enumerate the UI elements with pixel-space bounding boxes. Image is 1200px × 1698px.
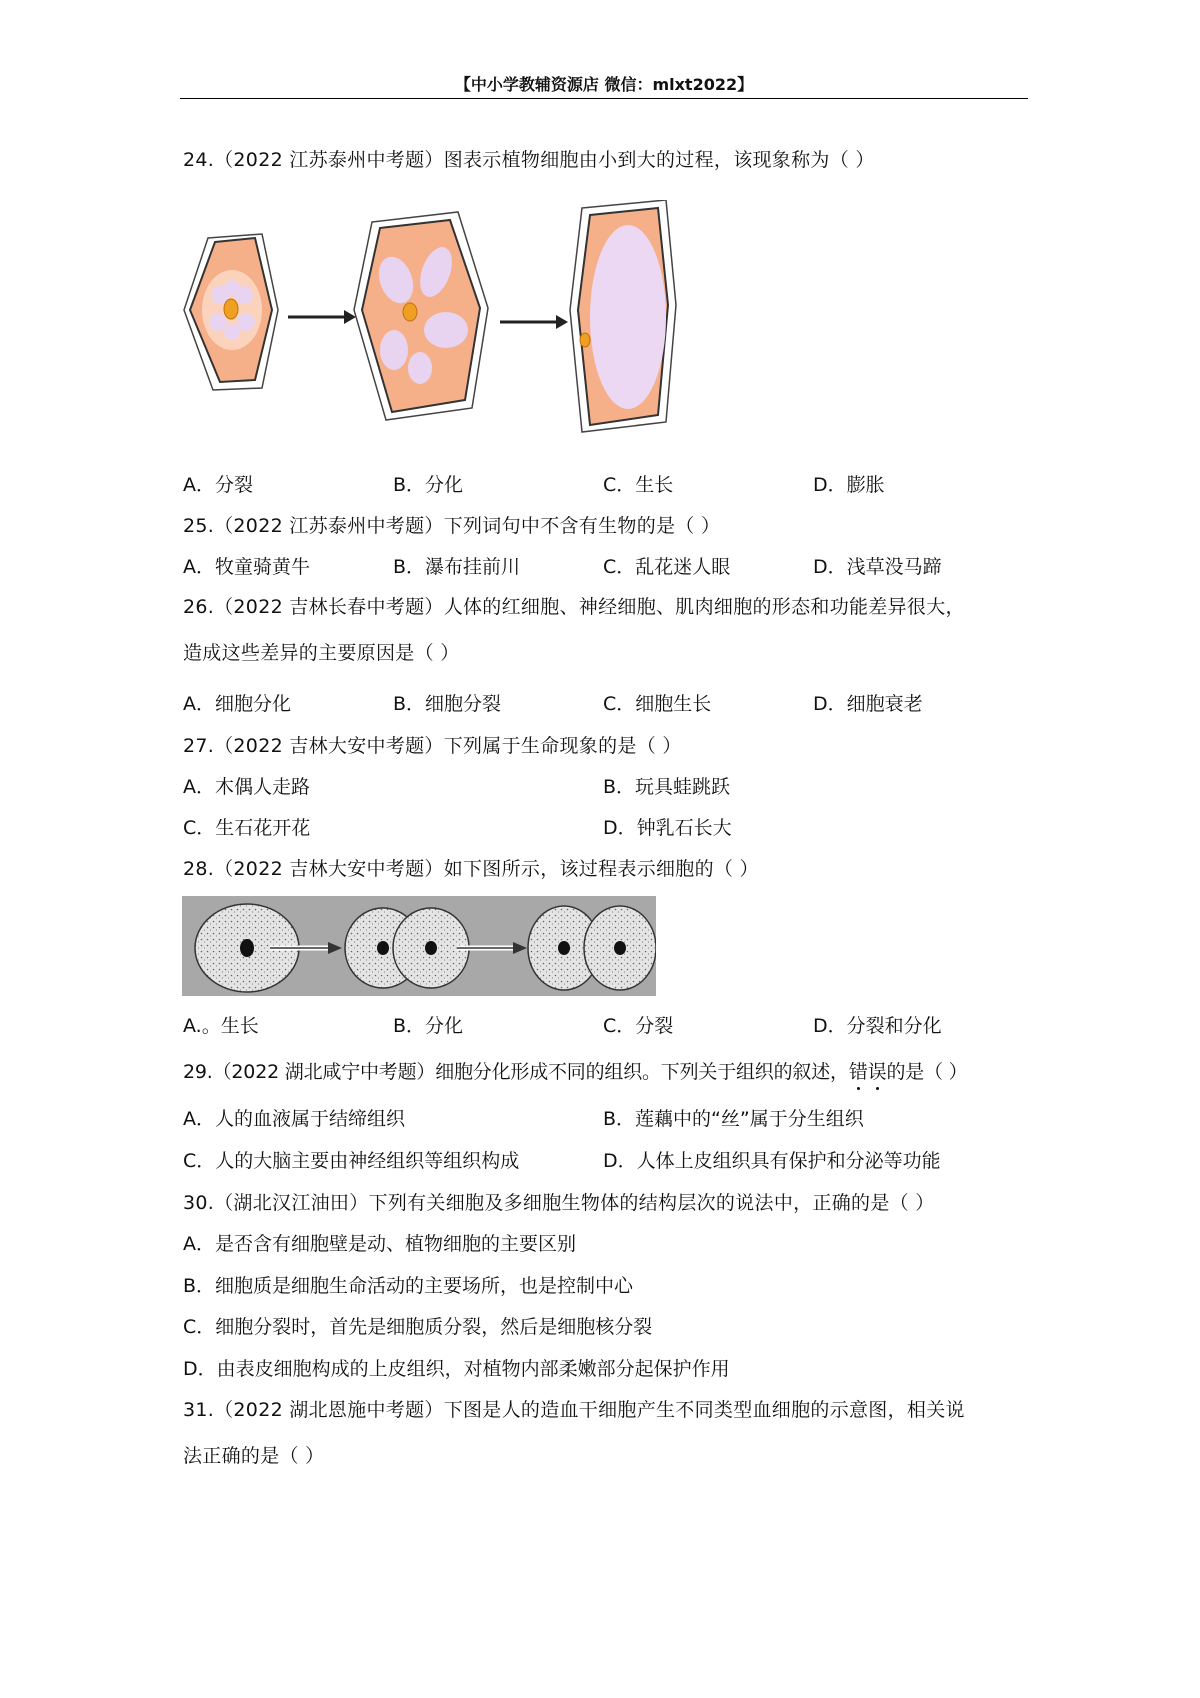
medium-cell-image (354, 212, 488, 420)
question-24-option-d: D．膨胀 (813, 474, 885, 496)
question-25-option-d: D．浅草没马蹄 (813, 556, 942, 578)
dividing-cell-image (345, 908, 469, 988)
arrow-icon-2 (500, 315, 568, 329)
question-30-option-c: C．细胞分裂时，首先是细胞质分裂，然后是细胞核分裂 (183, 1316, 653, 1338)
emphasis-mark-1: 错 (849, 1061, 868, 1083)
question-27-option-b: B．玩具蛙跳跃 (603, 776, 731, 798)
question-26-stem-line2: 造成这些差异的主要原因是（ ） (183, 642, 460, 664)
question-26-option-d: D．细胞衰老 (813, 693, 923, 715)
question-27-option-c: C．生石花开花 (183, 817, 311, 839)
question-30-stem: 30.（湖北汉江油田）下列有关细胞及多细胞生物体的结构层次的说法中，正确的是（ ） (183, 1192, 935, 1214)
question-28-stem: 28.（2022 吉林大安中考题）如下图所示，该过程表示细胞的（ ） (183, 858, 759, 880)
emphasis-mark-2: 误 (868, 1061, 887, 1083)
question-24-option-a: A．分裂 (183, 474, 253, 496)
question-26-stem-line1: 26.（2022 吉林长春中考题）人体的红细胞、神经细胞、肌肉细胞的形态和功能差异很大， (183, 596, 965, 618)
question-25-option-a: A．牧童骑黄牛 (183, 556, 310, 578)
question-30-option-d: D．由表皮细胞构成的上皮组织，对植物内部柔嫩部分起保护作用 (183, 1358, 730, 1380)
question-27-option-a: A．木偶人走路 (183, 776, 310, 798)
question-29-stem-post: 的是（ ） (886, 1061, 968, 1083)
plant-cell-growth-figure (180, 200, 720, 450)
large-cell-image (570, 200, 676, 432)
question-28-option-a: A.。生长 (183, 1015, 259, 1037)
small-cell-image (184, 234, 278, 390)
question-29-stem (183, 1059, 967, 1085)
question-26-option-c: C．细胞生长 (603, 693, 712, 715)
question-24-stem: 24.（2022 江苏泰州中考题）图表示植物细胞由小到大的过程，该现象称为（ ） (183, 149, 875, 171)
question-29-option-d: D．人体上皮组织具有保护和分泌等功能 (603, 1150, 941, 1172)
question-25-option-c: C．乱花迷人眼 (603, 556, 731, 578)
question-28-option-d: D．分裂和分化 (813, 1015, 942, 1037)
question-28-option-c: C．分裂 (603, 1015, 674, 1037)
question-31-stem-line1: 31.（2022 湖北恩施中考题）下图是人的造血干细胞产生不同类型血细胞的示意图，相关说 (183, 1399, 965, 1421)
question-29-option-c: C．人的大脑主要由神经组织等组织构成 (183, 1150, 520, 1172)
question-30-option-a: A．是否含有细胞壁是动、植物细胞的主要区别 (183, 1233, 576, 1255)
question-29-option-b: B．莲藕中的“丝”属于分生组织 (603, 1108, 864, 1130)
question-25-option-b: B．瀑布挂前川 (393, 556, 521, 578)
question-31-stem-line2: 法正确的是（ ） (183, 1445, 325, 1467)
question-25-stem: 25.（2022 江苏泰州中考题）下列词句中不含有生物的是（ ） (183, 515, 721, 537)
question-27-option-d: D．钟乳石长大 (603, 817, 732, 839)
question-29-option-a: A．人的血液属于结缔组织 (183, 1108, 405, 1130)
cell-division-figure (182, 896, 656, 996)
question-24-option-c: C．生长 (603, 474, 674, 496)
question-26-option-a: A．细胞分化 (183, 693, 291, 715)
arrow-icon-1 (288, 310, 356, 324)
page-header: 【中小学教辅资源店 微信：mlxt2022】 (454, 75, 754, 94)
question-30-option-b: B．细胞质是细胞生命活动的主要场所，也是控制中心 (183, 1275, 634, 1297)
question-27-stem: 27.（2022 吉林大安中考题）下列属于生命现象的是（ ） (183, 735, 682, 757)
question-24-option-b: B．分化 (393, 474, 464, 496)
question-29-stem-pre: 29.（2022 湖北咸宁中考题）细胞分化形成不同的组织。下列关于组织的叙述， (183, 1061, 849, 1083)
question-26-option-b: B．细胞分裂 (393, 693, 502, 715)
header-divider (180, 98, 1028, 99)
question-28-option-b: B．分化 (393, 1015, 464, 1037)
